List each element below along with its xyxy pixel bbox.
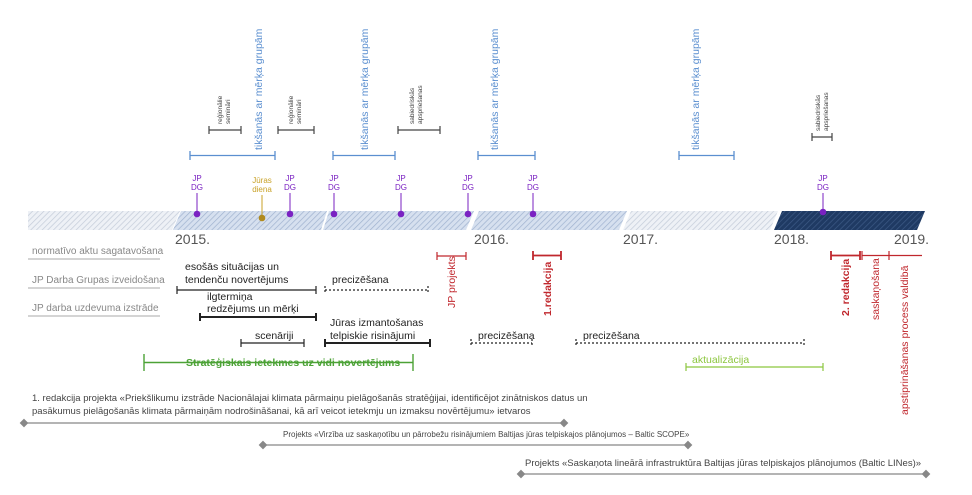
jp-label-1: JP	[192, 174, 202, 183]
juras-diena-label-1: Jūras	[252, 176, 272, 185]
meeting-label-2: tikšanās ar mērķa grupām	[359, 28, 371, 150]
year-2016: 2016.	[474, 231, 510, 247]
juras-diena-dot	[259, 215, 266, 222]
timeline-band	[28, 211, 925, 230]
row-label-darba-grupas: JP Darba Grupas izveidošana	[32, 275, 165, 286]
jp-dg-dot-3	[331, 211, 338, 218]
red-label-redakcija-2: 2. redakcija	[840, 258, 852, 316]
seminar-label-1b: semināri	[225, 99, 232, 124]
task-precizesana-1: precizēšana	[332, 274, 389, 286]
jp-dg-dot-5	[465, 211, 472, 218]
dg-label-5: DG	[462, 183, 474, 192]
task-ilgtermina-2: redzējums un mērķi	[207, 303, 299, 315]
aktualizacija-label: aktualizācija	[692, 354, 750, 366]
red-label-apstiprinasanas: apstiprināšanas process valdibā	[899, 265, 911, 415]
project-1-line-1: 1. redakcija projekta «Priekšlikumu izstrāde Nacionālajai klimata pārmaiņu pielāgošanās stratēģijai, identificējot zinātniskos datus un	[32, 393, 588, 404]
juras-diena-label-2: diena	[252, 185, 272, 194]
jp-label-4: JP	[396, 174, 406, 183]
dg-label-6: DG	[527, 183, 539, 192]
year-2017: 2017.	[623, 231, 659, 247]
task-scenariji: scenāriji	[255, 330, 294, 342]
row-label-normativo: normatīvo aktu sagatavošana	[32, 246, 164, 257]
meeting-label-4: tikšanās ar mērķa grupām	[690, 28, 702, 150]
jp-label-3: JP	[329, 174, 339, 183]
band-segment-2017	[623, 211, 778, 230]
task-esosas-1: esošās situācijas un	[185, 261, 279, 273]
project-2-label: Projekts «Virzība uz saskaņotību un pārrobežu risinājumiem Baltijas jūras telpiskajos plānojumos – Baltic SCOPE»	[283, 430, 690, 439]
consultation-label-1b: apspriešanas	[417, 85, 424, 124]
project-1-line-2: pasākumus pielāgošanās klimata pārmaiņām nodrošināšanai, kā arī veicot ietekmju un izmaksu novērtējumu» ietvaros	[32, 406, 531, 417]
meeting-ranges	[190, 151, 734, 160]
strategiskais-label: Stratēģiskais ietekmes uz vidi novertējums	[186, 357, 401, 369]
dg-label-2: DG	[284, 183, 296, 192]
year-2019: 2019.	[894, 231, 930, 247]
dg-label-4: DG	[395, 183, 407, 192]
red-label-jp-projekts: JP projekts	[446, 256, 458, 308]
task-esosas-2: tendenču novertējums	[185, 274, 289, 286]
jp-dg-dot-2	[287, 211, 294, 218]
red-label-redakcija-1: 1.redakcija	[542, 261, 554, 316]
task-precizesana-3: precizēšana	[583, 330, 640, 342]
task-juras-izm-2: telpiskie risinājumi	[330, 330, 416, 342]
red-ranges	[437, 251, 922, 260]
year-2015: 2015.	[175, 231, 211, 247]
jp-label-5: JP	[463, 174, 473, 183]
year-2018: 2018.	[774, 231, 810, 247]
jp-label-7: JP	[818, 174, 828, 183]
consultation-label-2b: apspriešanas	[823, 92, 830, 131]
consultation-label-1a: sabiedriskās	[409, 87, 416, 124]
band-segment-pre2015	[28, 211, 180, 230]
project-3-label: Projekts «Saskaņota lineārā infrastruktūra Baltijas jūras telpiskajos plānojumos (Baltic LINes)»	[525, 458, 922, 469]
band-segment-2018	[774, 211, 925, 230]
task-juras-izm-1: Jūras izmantošanas	[330, 317, 424, 329]
seminar-label-2b: semināri	[296, 99, 303, 124]
red-label-saskanosana: saskaņošana	[870, 258, 882, 320]
dg-label-7: DG	[817, 183, 829, 192]
seminar-label-2a: reģionālie	[288, 95, 295, 124]
seminar-ranges	[209, 126, 832, 141]
jp-label-2: JP	[285, 174, 295, 183]
meeting-label-3: tikšanās ar mērķa grupām	[489, 28, 501, 150]
band-segment-2016	[471, 211, 627, 230]
jp-label-6: JP	[528, 174, 538, 183]
seminar-label-1a: reģionālie	[217, 95, 224, 124]
jp-dg-dot-7	[820, 209, 827, 216]
dg-label-3: DG	[328, 183, 340, 192]
meeting-label-1: tikšanās ar mērķa grupām	[253, 28, 265, 150]
jp-dg-dot-1	[194, 211, 201, 218]
task-precizesana-2: precizēšana	[478, 330, 535, 342]
jp-dg-dot-6	[530, 211, 537, 218]
consultation-label-2a: sabiedriskās	[815, 94, 822, 131]
row-label-uzdevuma: JP darba uzdevuma izstrāde	[32, 303, 159, 314]
dg-label-1: DG	[191, 183, 203, 192]
jp-dg-dot-4	[398, 211, 405, 218]
task-ilgtermina-1: ilgtermiņa	[207, 291, 253, 303]
